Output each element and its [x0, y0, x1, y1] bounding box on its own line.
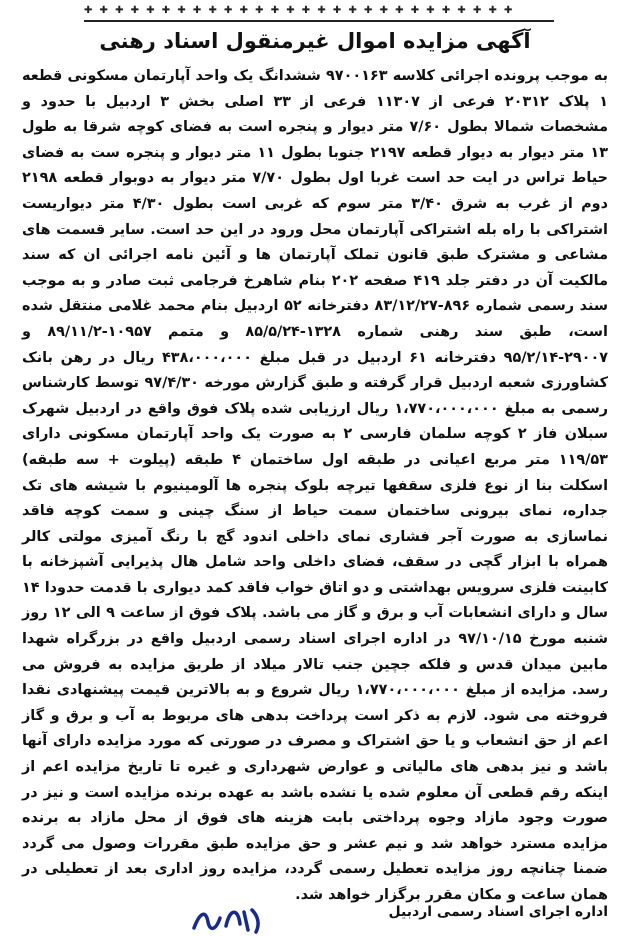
- handwritten-signature: [186, 902, 266, 936]
- auction-notice: [22, 22, 608, 909]
- signature-area: [22, 900, 608, 936]
- top-dotted-border: ✚ ✚ ✚ ✚ ✚ ✚ ✚ ✚ ✚ ✚ ✚ ✚ ✚ ✚ ✚ ✚ ✚ ✚ ✚ ✚ ✚ ✚ ✚ ✚ ✚ ✚ ✚ ✚: [84, 0, 554, 22]
- notice-body: به موجب پرونده اجرائی کلاسه ۹۷۰۰۱۶۳ ششدانگ یک واحد آپارتمان مسکونی قطعه ۱ پلاک ۲۰۳۱۲ فرعی از ۱۱۳۰۷ فرعی از ۳۳ اصلی بخش ۳ اردبیل با حدود و مشخصات شمالا بطول ۷/۶۰ متر دیوار و پنجره است به فضای کوچه شرقا به طول ۱۳ متر دیوار به دیوار قطعه ۲۱۹۷ جنوبا بطول ۱۱ متر دیوار و پنجره ست به فضای حیاط تراس در ایت حد است غربا اول بطول ۷/۷۰ متر دیوار به دوبوار قطعه ۲۱۹۸ دوم از غرب به شرق ۳/۴۰ متر سوم که غربی است بطول ۴/۳۰ متر دیواریست اشتراکی با راه بله اشتراکی آپارتمان محل ورود در این حد است. سایر قسمت های مشاعی و مشترک طبق قانون تملک آپارتمان ها و آئین نامه اجرائی ان که سند مالکیت آن در دفتر جلد ۴۱۹ صفحه ۲۰۲ بنام شاهرخ فرجامی ثبت صادر و به موجب سند رسمی شماره ۸۹۶-۸۳/۱۲/۲۷ دفترخانه ۵۲ اردبیل بنام محمد غلامی منتقل شده است، طبق سند رهنی شماره ۱۳۲۸-۸۵/۵/۲۴ و متمم ۱۰۹۵۷-۸۹/۱۱/۲ و ۲۹۰۰۷-۹۵/۲/۱۴ دفترخانه ۶۱ اردبیل در قبل مبلغ ۴۳۸،۰۰۰،۰۰۰ ریال در رهن بانک کشاورزی شعبه اردبیل قرار گرفته و طبق گزارش مورخه ۹۷/۴/۳۰ توسط کارشناس رسمی به مبلغ ۱،۷۷۰،۰۰۰،۰۰۰ ریال ارزیابی شده پلاک فوق واقع در اردبیل شهرک سبلان فاز ۲ کوچه سلمان فارسی ۲ به صورت یک واحد آپارتمان مسکونی دارای ۱۱۹/۵۳ متر مربع اعیانی در طبقه اول ساختمان ۴ طبقه (پیلوت + سه طبقه) اسکلت بنا از نوع فلزی سقفها تیرچه بلوک پنجره ها آلومینیوم با شیشه های تک جداره، نمای بیرونی ساختمان سمت حیاط از سنگ چینی و سمت کوچه فاقد نماسازی به صورت آجر فشاری نمای داخلی اندود گچ با رنگ آمیزی مولتی کالر همراه با ابزار گچی در سقف، فضای داخلی واحد شامل هال پذیرایی آشپزخانه با کابینت فلزی سرویس بهداشتی و دو اتاق خواب فاقد کمد دیواری با قدمت حدودا ۱۴ سال و دارای انشعابات آب و برق و گاز می باشد. پلاک فوق از ساعت ۹ الی ۱۲ روز شنبه مورخ ۹۷/۱۰/۱۵ در اداره اجرای اسناد رسمی اردبیل واقع در بزرگراه شهدا مابین میدان قدس و فلکه جچین جنب تالار میلاد از طریق مزایده به فروش می رسد. مزایده از مبلغ ۱،۷۷۰،۰۰۰،۰۰۰ ریال شروع و به بالاترین قیمت پیشنهادی نقدا فروخته می شود. لازم به ذکر است پرداخت بدهی های مربوط به آب و برق و گاز اعم از حق انشعاب و یا حق اشتراک و مصرف در صورتی که مورد مزایده دارای آنها باشد و نیز بدهی های مالیاتی و عوارض شهرداری و غیره تا تاریخ مزایده اعم از اینکه رقم قطعی آن معلوم شده یا نشده باشد به عهده برنده مزایده است و نیز در صورت وجود مازاد وجوه پرداختی بابت هزینه های فوق از محل مازاد به برنده مزایده مسترد خواهد شد و نیم عشر و حق مزایده طبق مقررات وصول می گردد ضمنا چنانچه روز مزایده تعطیل رسمی گردد، مزایده روز اداری بعد از تعطیلی در همان ساعت و مکان مقرر برگزار خواهد شد.: [22, 68, 609, 903]
- issuer-name: اداره اجرای اسناد رسمی اردبیل: [388, 904, 608, 920]
- notice-title: آگهی مزایده اموال غیرمنقول اسناد رهنی: [99, 29, 531, 53]
